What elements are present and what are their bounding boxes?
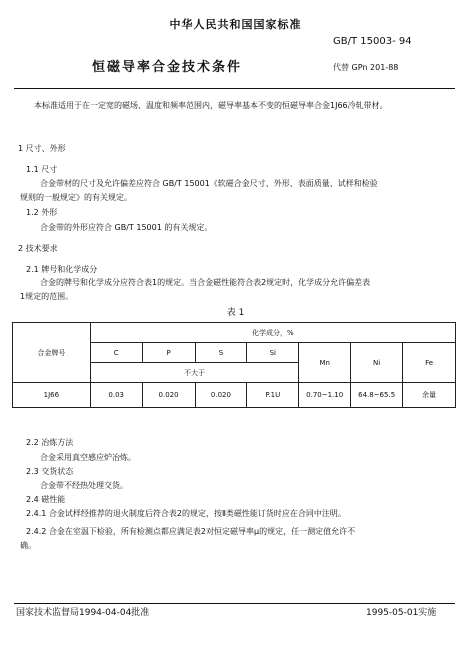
intro-paragraph [14,99,454,112]
composition-header: 化学成分，% [90,323,455,343]
table-cell: 0.03 [90,383,142,408]
section-1-1-text-1: 合金带材的尺寸及允许偏差应符合 GB/T 15001《软磁合金尺寸、外形、表面质量、试样和检验 [40,179,378,188]
composition-table [12,322,456,408]
element-header: S [195,343,247,363]
intro-text: 本标准适用于在一定宽的磁场、温度和频率范围内，磁导率基本不变的恒磁导率合金1J66冷轧带材。 [34,101,388,110]
section-2-3-text: 合金带不经热处理交货。 [40,481,128,490]
element-header: Fe [403,343,456,383]
section-2-4-2-text-2: 确。 [20,541,36,550]
table-cell: P.1U [247,383,299,408]
footer-rule [14,603,455,604]
section-2-1-text-1: 合金的牌号和化学成分应符合表1的规定。当合金磁性能符合表2规定时，化学成分允许偏差表 [40,278,371,287]
standard-country-header: 中华人民共和国国家标准 [169,18,302,31]
table-cell: 0.70~1.10 [299,383,351,408]
element-header: Ni [351,343,403,383]
section-2-2-text: 合金采用真空感应炉冶炼。 [40,453,136,462]
table-caption: 表 1 [226,308,245,318]
section-1-1-text-2: 规则的一般规定》的有关规定。 [20,193,132,202]
section-2-2-heading: 2.2 冶炼方法 [26,438,74,447]
table-cell: 0.020 [195,383,247,408]
element-header: Mn [299,343,351,383]
table-cell-grade: 1J66 [13,383,91,408]
section-2-4-heading: 2.4 磁性能 [26,495,66,504]
section-2-1-text-2: 1规定的范围。 [20,292,74,301]
alloy-grade-header: 合金牌号 [13,323,91,383]
not-more-than-label: 不大于 [90,363,298,383]
document-title: 恒磁导率合金技术条件 [92,60,243,75]
section-2-4-1-text: 2.4.1 合金试样经推荐的退火制度后符合表2的规定，按Ⅱ类磁性能订货时应在合同中注明。 [26,509,346,518]
approval-date: 国家技术监督局1994-04-04批准 [16,608,150,618]
replaces-code: 代替 GPn 201-88 [333,63,399,72]
section-2-4-2-text-1: 2.4.2 合金在室温下检验，所有检测点都应满足表2对恒定磁导率μ的规定，任一测定值允许不 [26,527,356,536]
table-cell: 64.8~65.5 [351,383,403,408]
effective-date: 1995-05-01实施 [366,608,437,618]
element-header: Si [247,343,299,363]
standard-code: GB/T 15003- 94 [333,36,412,47]
section-1-2-heading: 1.2 外形 [26,208,58,217]
section-2-1-heading: 2.1 牌号和化学成分 [26,265,98,274]
element-header: C [90,343,142,363]
section-1-heading: 1 尺寸、外形 [18,144,66,153]
element-header: P [142,343,195,363]
section-2-heading: 2 技术要求 [18,244,58,253]
section-1-1-heading: 1.1 尺寸 [26,165,58,174]
table-cell: 余量 [403,383,456,408]
section-2-3-heading: 2.3 交货状态 [26,467,74,476]
table-cell: 0.020 [142,383,195,408]
header-rule [14,88,455,89]
section-1-2-text: 合金带的外形应符合 GB/T 15001 的有关规定。 [40,223,213,232]
